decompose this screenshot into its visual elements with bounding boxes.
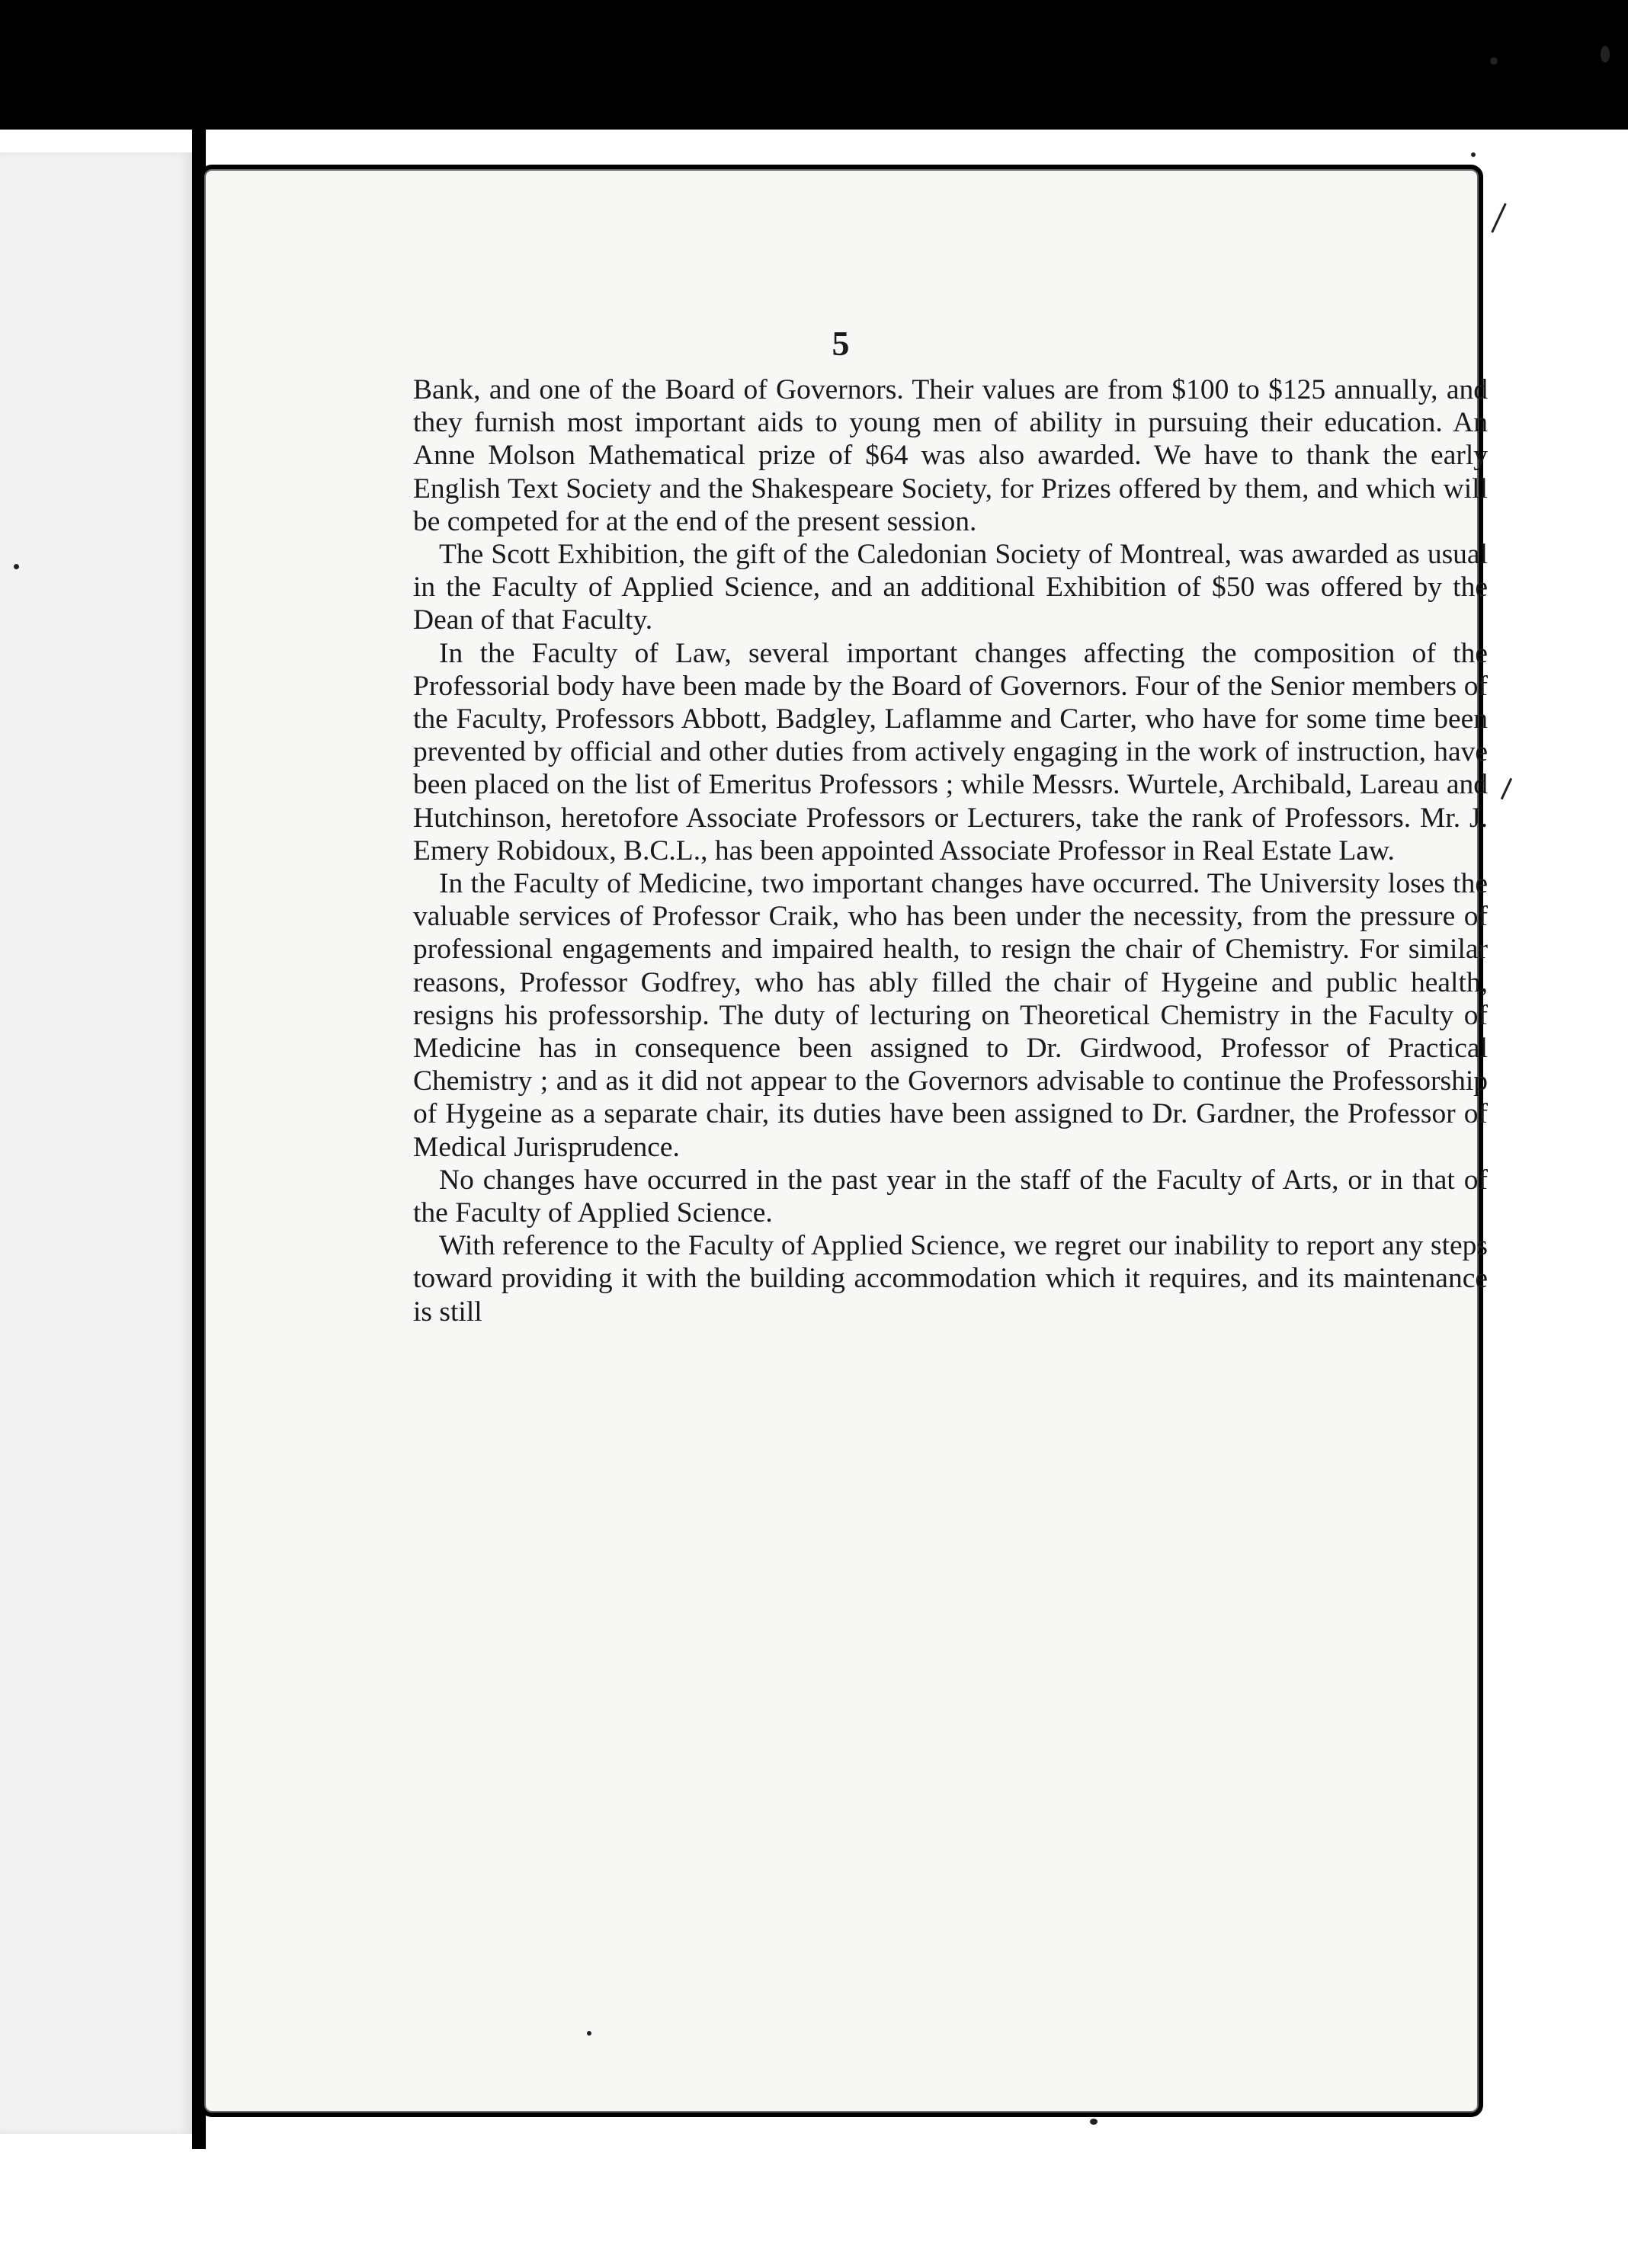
- page-number: 5: [832, 324, 851, 363]
- scan-speck: [1471, 152, 1476, 157]
- paragraph-4: In the Faculty of Medicine, two important changes have occurred. The University loses the valuable services of Professor Craik, who has been under the necessity, from the pressure of professional engagements and impaired health, to resign the chair of Chemistry. For similar reasons, Professor Godfrey, who has ably filled the chair of Hygeine and public health, resigns his professorship. The duty of lecturing on Theoretical Chemistry in the Faculty of Medicine has in consequence been assigned to Dr. Girdwood, Professor of Practical Chemistry ; and as it did not appear to the Governors advisable to continue the Professorship of Hygeine as a separate chair, its duties have been assigned to Dr. Gardner, the Professor of Medical Jurisprudence.: [413, 868, 1488, 1163]
- scan-speck: [1601, 46, 1610, 62]
- paragraph-6: With reference to the Faculty of Applied Science, we regret our inability to report any steps toward providing it with the building accommodation which it requires, and its maintenance is still: [413, 1230, 1488, 1328]
- scan-mark: [1491, 203, 1506, 232]
- paragraph-5: No changes have occurred in the past year in the staff of the Faculty of Arts, or in that of the Faculty of Applied Science.: [413, 1164, 1488, 1229]
- scan-mark: [1501, 778, 1512, 799]
- paragraph-1: Bank, and one of the Board of Governors. Their values are from $100 to $125 annually, and they furnish most important aids to young men of ability in pursuing their education. An Anne Molson Mathematical prize of $64 was also awarded. We have to thank the early English Text Society and the Shakespeare Society, for Prizes offered by them, and which will be competed for at the end of the present session.: [413, 374, 1488, 537]
- scan-speck: [1490, 57, 1498, 65]
- scan-speck: [1090, 2119, 1098, 2125]
- scan-speck: [587, 2031, 591, 2036]
- body-text: [413, 373, 1488, 1328]
- scan-border-top: [0, 0, 1628, 130]
- page: [204, 169, 1488, 2113]
- paragraph-3: In the Faculty of Law, several important changes affecting the composition of the Professorial body have been made by the Board of Governors. Four of the Senior members of the Faculty, Professors Abbott, Badgley, Laflamme and Carter, who have for some time been prevented by official and other duties from actively engaging in the work of instruction, have been placed on the list of Emeritus Professors ; while Messrs. Wurtele, Archibald, Lareau and Hutchinson, heretofore Associate Professors or Lecturers, take the rank of Professors. Mr. J. Emery Robidoux, B.C.L., has been appointed Associate Professor in Real Estate Law.: [413, 637, 1488, 867]
- scan-speck: [14, 564, 19, 569]
- facing-page-edge: [0, 152, 194, 2134]
- paragraph-2: The Scott Exhibition, the gift of the Caledonian Society of Montreal, was awarded as usual in the Faculty of Applied Science, and an additional Exhibition of $50 was offered by the Dean of that Faculty.: [413, 539, 1488, 636]
